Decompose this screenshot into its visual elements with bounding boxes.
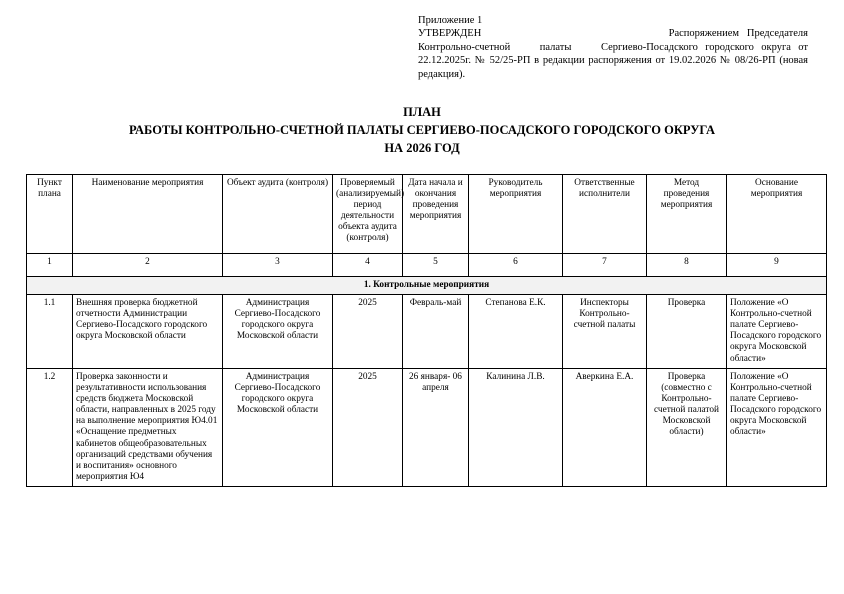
colnum-2: 2 (73, 253, 223, 276)
document-title (26, 103, 818, 157)
header-cell-name: Наименование мероприятия (73, 174, 223, 253)
header-cell-dates: Дата начала и окончания проведения мероприятия (403, 174, 469, 253)
colnum-8: 8 (647, 253, 727, 276)
colnum-6: 6 (469, 253, 563, 276)
table-row (27, 368, 827, 487)
row-basis: Положение «О Контрольно-счетной палате Сергиево-Посадского городского округа Московской области» (727, 368, 827, 487)
row-dates: 26 января- 06 апреля (403, 368, 469, 487)
row-period: 2025 (333, 294, 403, 368)
section-header-row (27, 276, 827, 294)
title-line-2: РАБОТЫ КОНТРОЛЬНО-СЧЕТНОЙ ПАЛАТЫ СЕРГИЕВО-ПОСАДСКОГО ГОРОДСКОГО ОКРУГА (128, 123, 716, 138)
header-cell-executors: Ответственные исполнители (563, 174, 647, 253)
table-row (27, 294, 827, 368)
colnum-7: 7 (563, 253, 647, 276)
row-method: Проверка (647, 294, 727, 368)
section-title: 1. Контрольные мероприятия (27, 276, 827, 294)
header-cell-basis: Основание мероприятия (727, 174, 827, 253)
plan-table (26, 174, 827, 488)
row-number: 1.1 (27, 294, 73, 368)
colnum-4: 4 (333, 253, 403, 276)
row-dates: Февраль-май (403, 294, 469, 368)
row-object: Администрация Сергиево-Посадского городского округа Московской области (223, 368, 333, 487)
row-executors: Аверкина Е.А. (563, 368, 647, 487)
row-number: 1.2 (27, 368, 73, 487)
row-basis: Положение «О Контрольно-счетной палате Сергиево-Посадского городского округа Московской области» (727, 294, 827, 368)
appendix-label: Приложение 1 (418, 15, 483, 26)
colnum-3: 3 (223, 253, 333, 276)
row-head: Степанова Е.К. (469, 294, 563, 368)
header-cell-period: Проверяемый (анализируемый) период деятельности объекта аудита (контроля) (333, 174, 403, 253)
colnum-1: 1 (27, 253, 73, 276)
header-row (27, 174, 827, 253)
row-name: Проверка законности и результативности использования средств бюджета Московской области, направленных в 2025 году на выполнение мероприятия Ю4.01 «Оснащение предметных кабинетов общеобразовательных организаций средствами обучения и воспитания» основного мероприятия Ю4 (73, 368, 223, 487)
row-head: Калинина Л.В. (469, 368, 563, 487)
approved-label: УТВЕРЖДЕН (418, 28, 482, 40)
column-number-row (27, 253, 827, 276)
row-executors: Инспекторы Контрольно-счетной палаты (563, 294, 647, 368)
header-cell-punkt: Пункт плана (27, 174, 73, 253)
table-header (27, 174, 827, 276)
approval-header-row (418, 27, 808, 40)
title-line-3: НА 2026 ГОД (384, 141, 460, 156)
header-cell-method: Метод проведения мероприятия (647, 174, 727, 253)
approval-block (418, 14, 808, 81)
approved-by-start: Распоряжением Председателя (668, 28, 808, 40)
colnum-9: 9 (727, 253, 827, 276)
row-method: Проверка (совместно с Контрольно-счетной палатой Московской области) (647, 368, 727, 487)
approved-by-text: Контрольно-счетной палаты Сергиево-Посадского городского округа от 22.12.2025г. № 52/25-РП в редакции распоряжения от 19.02.2026 № 08/26-РП (новая редакция). (418, 41, 808, 80)
colnum-5: 5 (403, 253, 469, 276)
header-cell-head: Руководитель мероприятия (469, 174, 563, 253)
header-cell-object: Объект аудита (контроля) (223, 174, 333, 253)
row-name: Внешняя проверка бюджетной отчетности Администрации Сергиево-Посадского городского округа Московской области (73, 294, 223, 368)
title-line-1: ПЛАН (403, 105, 441, 120)
row-object: Администрация Сергиево-Посадского городского округа Московской области (223, 294, 333, 368)
table-body (27, 276, 827, 487)
row-period: 2025 (333, 368, 403, 487)
